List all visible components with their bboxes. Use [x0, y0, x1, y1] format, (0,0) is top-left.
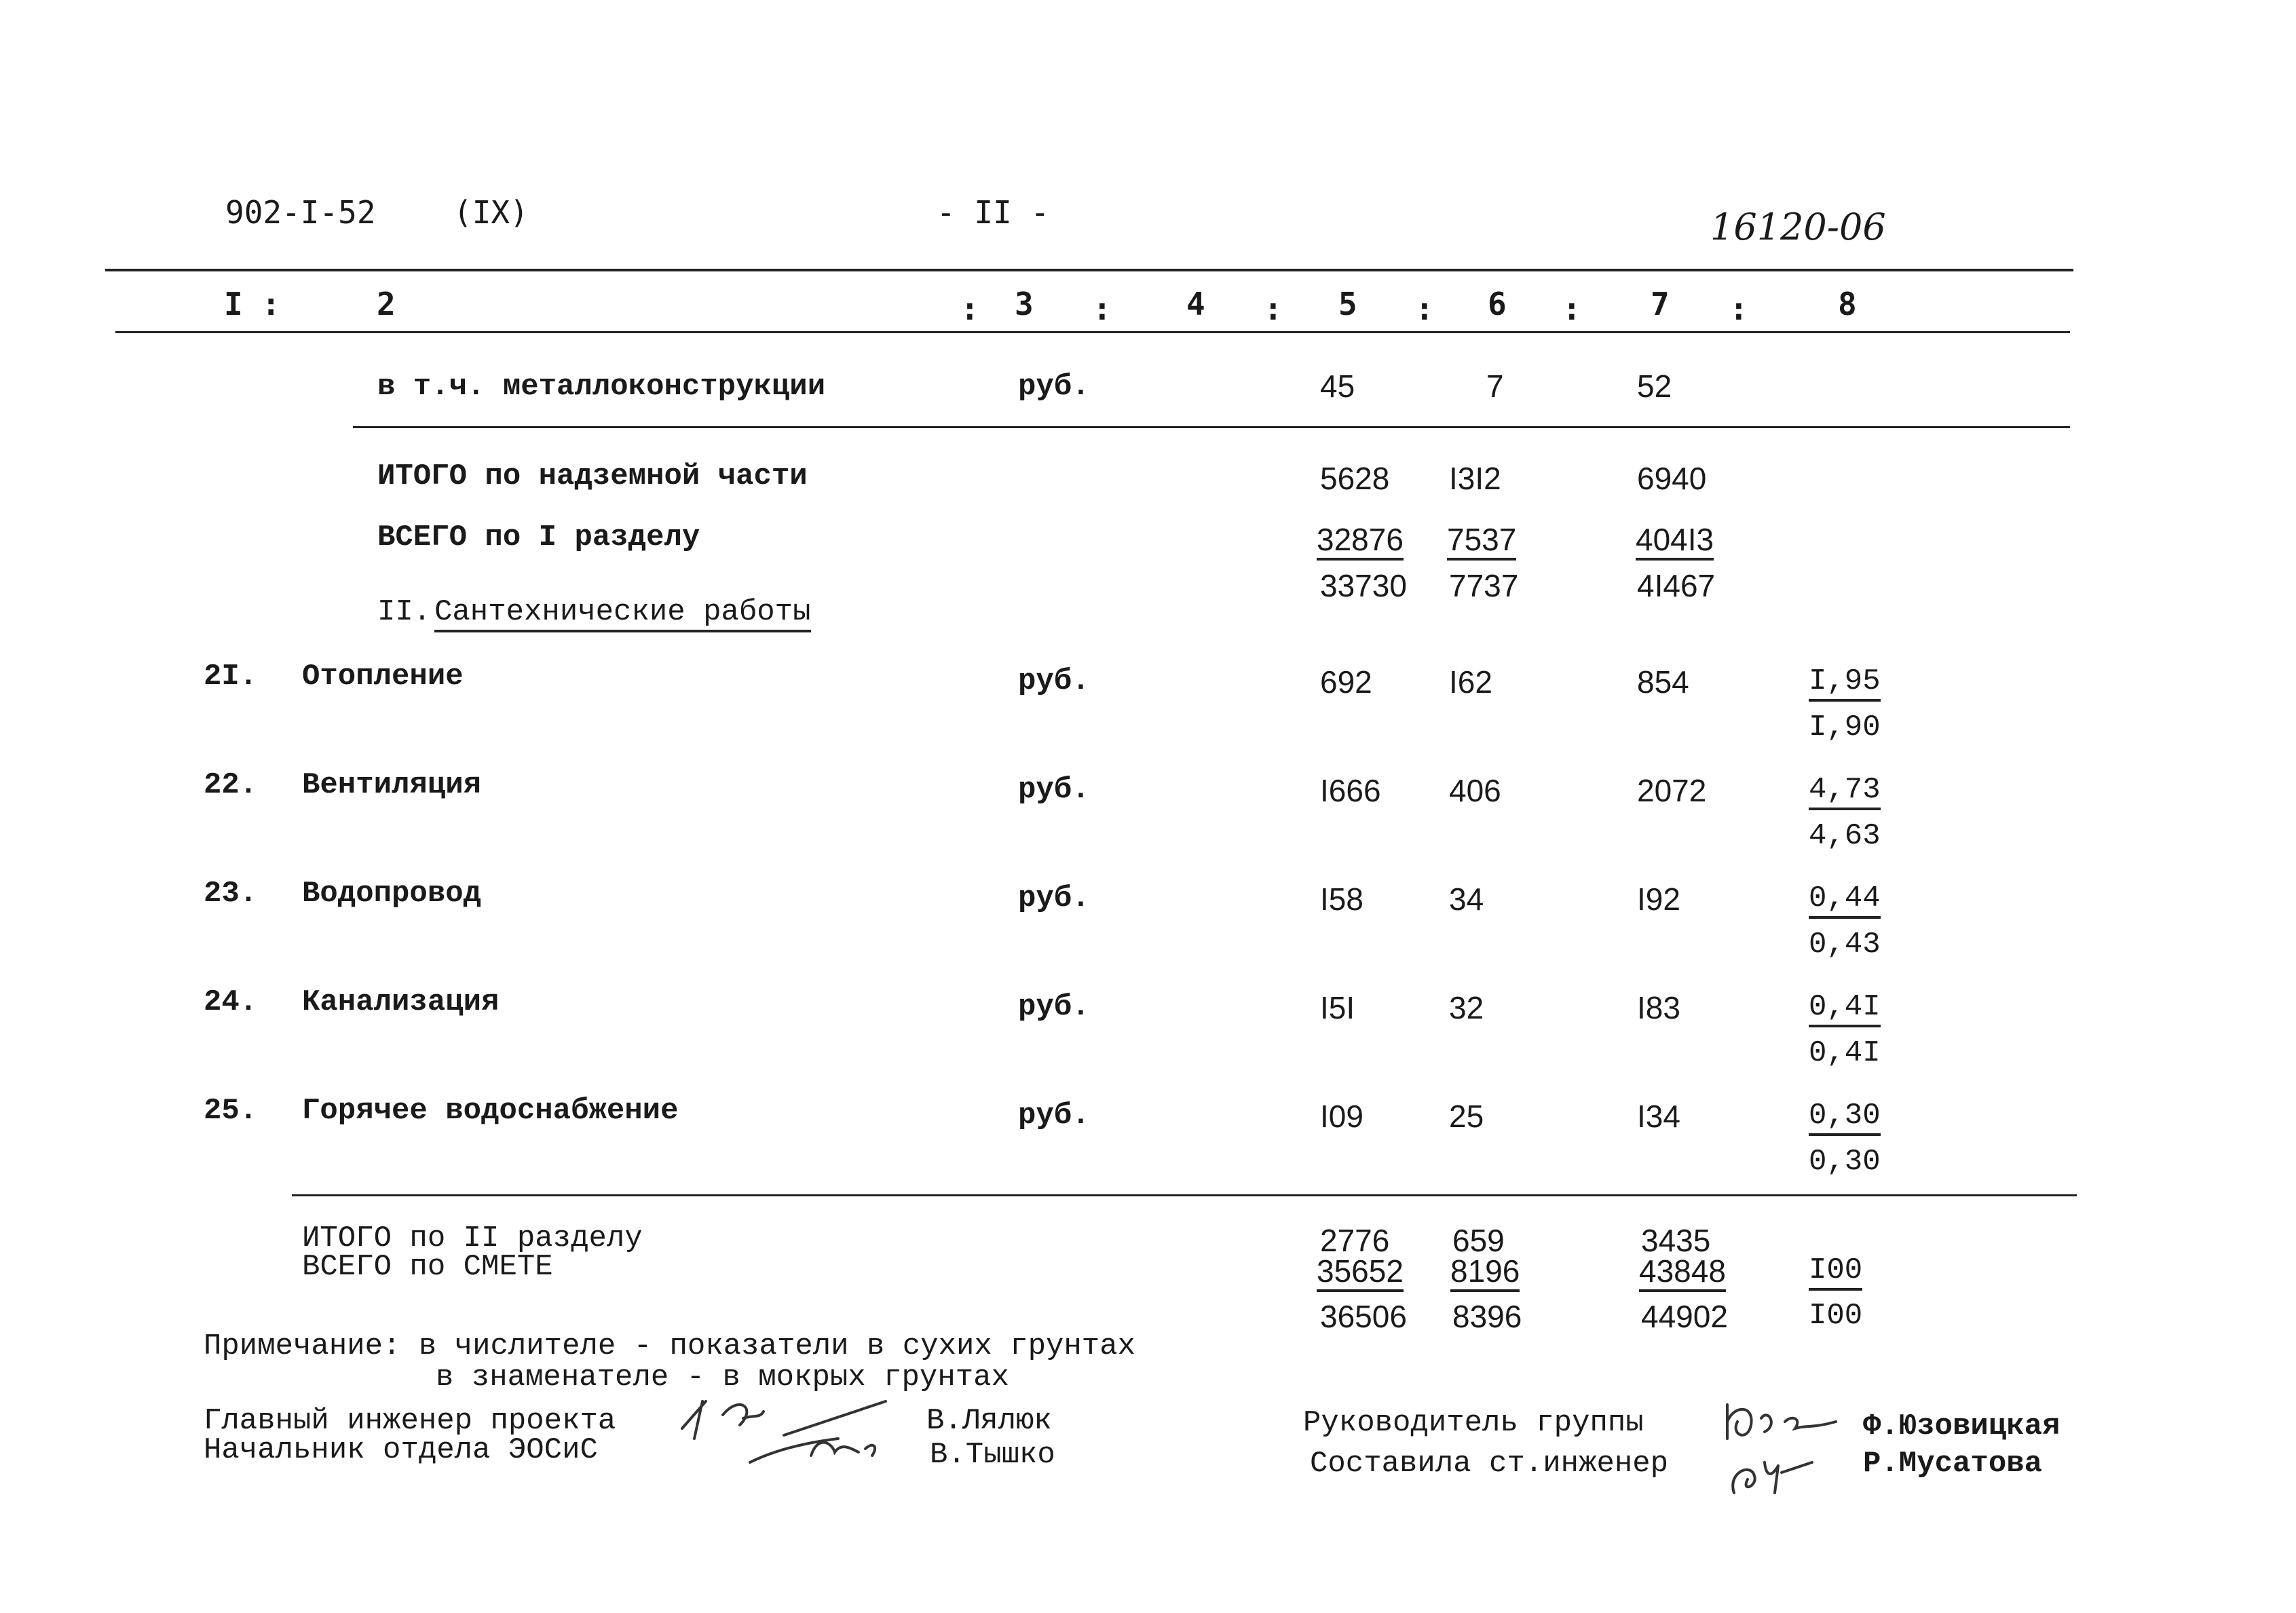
chief-engineer-name: В.Лялюк: [926, 1404, 1052, 1438]
chief-engineer-title: Главный инженер проекта: [204, 1404, 616, 1438]
items-bottom-rule: [292, 1194, 2077, 1196]
section1-total-col5-denominator: 33730: [1320, 568, 1407, 603]
column-separator: :: [1093, 290, 1112, 327]
row-col7: I34: [1637, 1099, 1680, 1134]
column-4: 4: [1186, 286, 1205, 322]
row-name: Вентиляция: [302, 768, 482, 802]
row-col8-denominator: I,90: [1809, 710, 1881, 744]
row-col8-denominator: 0,30: [1809, 1145, 1881, 1179]
section1-total-col7-denominator: 4I467: [1637, 568, 1716, 603]
row-col6: 406: [1449, 773, 1501, 808]
metal-structures-unit: руб.: [1018, 370, 1090, 404]
column-1: I :: [224, 286, 281, 322]
row-unit: руб.: [1018, 881, 1090, 915]
section1-total-col6-denominator: 7737: [1449, 568, 1519, 603]
row-number: 22.: [204, 768, 258, 802]
row-col8-numerator: 0,44: [1809, 884, 1881, 919]
column-separator: :: [1264, 290, 1283, 327]
row-col8-numerator: 0,30: [1809, 1101, 1881, 1136]
column-5: 5: [1338, 286, 1357, 322]
estimate-total-col7-numerator: 43848: [1639, 1255, 1726, 1292]
row-number: 25.: [204, 1094, 258, 1128]
above-ground-total-col7: 6940: [1637, 461, 1707, 496]
row-name: Отопление: [302, 660, 464, 694]
row-col8-denominator: 4,63: [1809, 819, 1881, 853]
page-number: - II -: [937, 194, 1050, 231]
row-col6: 32: [1449, 990, 1484, 1025]
estimate-total-col5-denominator: 36506: [1320, 1299, 1407, 1334]
section1-total-col6-numerator: 7537: [1447, 524, 1516, 561]
row-col5: I09: [1320, 1099, 1363, 1134]
row-col5: I58: [1320, 881, 1363, 917]
row-name: Канализация: [302, 985, 500, 1019]
estimate-total-col7-denominator: 44902: [1641, 1299, 1728, 1334]
document-part: (IX): [453, 194, 529, 231]
row-col7: 854: [1637, 664, 1689, 700]
row-number: 24.: [204, 985, 258, 1019]
row-unit: руб.: [1018, 773, 1090, 807]
column-3: 3: [1015, 286, 1034, 322]
row-unit: руб.: [1018, 1099, 1090, 1133]
group-leader-title: Руководитель группы: [1303, 1406, 1644, 1440]
row-col7: 2072: [1637, 773, 1707, 808]
row-col6: 25: [1449, 1099, 1484, 1134]
senior-engineer-title: Составила ст.инженер: [1310, 1447, 1669, 1481]
row-col6: I62: [1449, 664, 1492, 700]
document-code: 902-I-52: [225, 194, 376, 231]
column-6: 6: [1488, 286, 1507, 322]
section1-total-label: ВСЕГО по I разделу: [377, 520, 700, 554]
row-col5: 692: [1320, 664, 1372, 700]
row-col6: 34: [1449, 881, 1484, 917]
estimate-total-col5-numerator: 35652: [1317, 1255, 1404, 1292]
row-col8-numerator: I,95: [1809, 666, 1881, 702]
senior-engineer-name: Р.Мусатова: [1863, 1447, 2043, 1481]
handwritten-signature-left: [675, 1388, 899, 1476]
column-separator: :: [1562, 290, 1581, 327]
row-col7: I83: [1637, 990, 1680, 1025]
section1-total-col7-numerator: 404I3: [1636, 524, 1714, 561]
column-8: 8: [1838, 286, 1857, 322]
row-col7: I92: [1637, 881, 1680, 917]
column-separator: :: [960, 290, 979, 327]
estimate-total-label: ВСЕГО по СМЕТЕ: [302, 1250, 553, 1284]
section1-total-col5-numerator: 32876: [1317, 524, 1404, 561]
section2-total-col6: 659: [1452, 1223, 1505, 1258]
inventory-number: 16120-06: [1710, 206, 1886, 248]
above-ground-total-col5: 5628: [1320, 461, 1390, 496]
column-separator: :: [1729, 290, 1748, 327]
section2-total-label: ИТОГО по II разделу: [302, 1221, 643, 1255]
handwritten-signature-right: [1717, 1391, 1853, 1500]
metal-structures-col7: 52: [1637, 368, 1672, 404]
note-line-1: Примечание: в числителе - показатели в сухих грунтах: [204, 1329, 1136, 1363]
section2-number: II.: [377, 595, 432, 629]
metal-structures-col5: 45: [1320, 368, 1355, 404]
above-ground-total-label: ИТОГО по надземной части: [377, 459, 808, 493]
row-col8-numerator: 0,4I: [1809, 992, 1881, 1027]
row-number: 23.: [204, 877, 258, 911]
section2-total-col5: 2776: [1320, 1223, 1390, 1258]
row-number: 2I.: [204, 660, 258, 694]
row-col8-denominator: 0,4I: [1809, 1036, 1881, 1070]
row-col5: I666: [1320, 773, 1381, 808]
metal-structures-col6: 7: [1486, 368, 1504, 404]
metal-row-rule: [353, 426, 2070, 428]
row-col8-denominator: 0,43: [1809, 928, 1881, 962]
note-line-2: в знаменателе - в мокрых грунтах: [436, 1361, 1009, 1394]
estimate-total-col8-numerator: I00: [1809, 1255, 1862, 1291]
column-separator: :: [1415, 290, 1434, 327]
section2-title: Сантехнические работы: [434, 597, 811, 632]
row-col5: I5I: [1320, 990, 1355, 1025]
estimate-total-col6-denominator: 8396: [1452, 1299, 1522, 1334]
above-ground-total-col6: I3I2: [1449, 461, 1501, 496]
column-7: 7: [1651, 286, 1670, 322]
group-leader-name: Ф.Юзовицкая: [1863, 1409, 2060, 1443]
column-2: 2: [377, 286, 396, 322]
section2-total-col7: 3435: [1641, 1223, 1711, 1258]
row-name: Водопровод: [302, 877, 482, 911]
row-col8-numerator: 4,73: [1809, 775, 1881, 810]
estimate-total-col6-numerator: 8196: [1450, 1255, 1520, 1292]
row-unit: руб.: [1018, 664, 1090, 698]
department-head-title: Начальник отдела ЭОСиС: [204, 1433, 598, 1467]
header-top-rule: [105, 269, 2073, 271]
row-name: Горячее водоснабжение: [302, 1094, 679, 1128]
metal-structures-label: в т.ч. металлоконструкции: [377, 370, 826, 404]
row-unit: руб.: [1018, 990, 1090, 1024]
header-bottom-rule: [115, 331, 2070, 333]
estimate-total-col8-denominator: I00: [1809, 1299, 1863, 1333]
department-head-name: В.Тышко: [930, 1438, 1055, 1472]
